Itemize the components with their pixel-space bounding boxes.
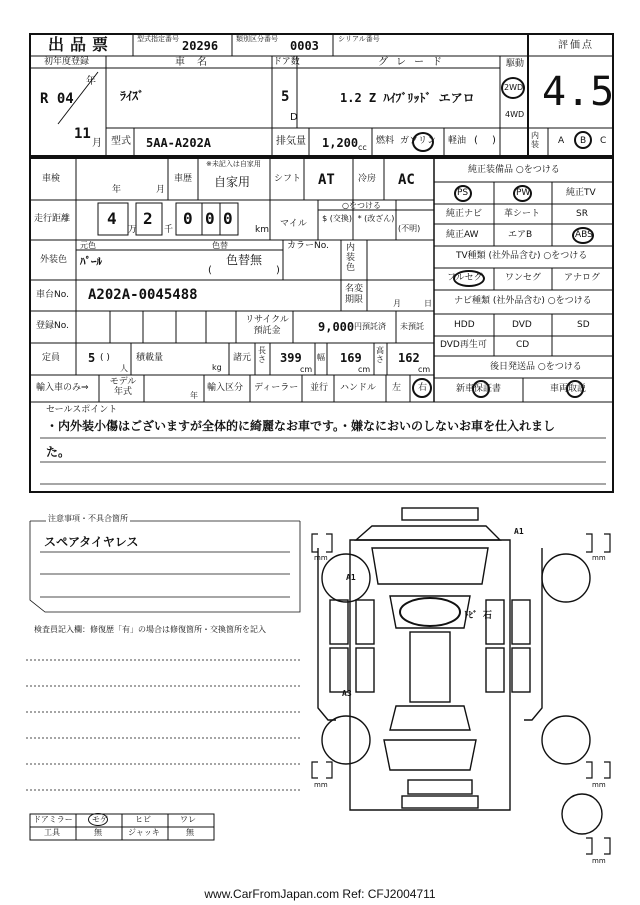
handle-right-mark bbox=[412, 378, 432, 398]
history-note: ※未記入は自家用 bbox=[206, 160, 261, 168]
docs-warranty[interactable]: 新車保証書 bbox=[456, 384, 502, 394]
tv-analog[interactable]: アナログ bbox=[564, 273, 601, 283]
inspection-month-unit: 月 bbox=[156, 185, 166, 195]
table-mirror-mogue: モゲ bbox=[92, 815, 108, 824]
displacement-label: 排気量 bbox=[276, 136, 306, 147]
table-tools-value: 無 bbox=[94, 828, 102, 837]
interior-b[interactable]: B bbox=[580, 136, 587, 146]
mileage-digit-4: 0 bbox=[205, 209, 215, 228]
table-mirror-mark bbox=[88, 813, 108, 826]
equip-pw-mark bbox=[513, 185, 532, 202]
circle-note: ○をつける bbox=[342, 201, 381, 210]
inspection-label: 車検 bbox=[42, 174, 61, 184]
tv-fullseg-mark bbox=[453, 270, 485, 287]
model-value: 5AA-A202A bbox=[146, 136, 212, 150]
mm-unit-spare: mm bbox=[592, 857, 606, 865]
repaint-label: 色替 bbox=[212, 241, 228, 250]
recycle-suffix: 円預託済 bbox=[354, 322, 386, 331]
door-type: D bbox=[290, 112, 298, 123]
mm-unit-rr: mm bbox=[592, 781, 606, 789]
model-label: 型式 bbox=[111, 136, 131, 147]
interior-a[interactable]: A bbox=[558, 136, 565, 146]
orig-color-value: ﾊﾟｰﾙ bbox=[80, 255, 102, 268]
doors-value: 5 bbox=[281, 89, 290, 105]
month-unit: 月 bbox=[92, 138, 102, 149]
recycle-label: リサイクル預託金 bbox=[245, 315, 289, 337]
repaint-close-paren: ) bbox=[276, 265, 280, 276]
nav-sd[interactable]: SD bbox=[577, 320, 590, 330]
damage-mark-glass: ﾄﾋﾞ 石 bbox=[464, 611, 492, 621]
first-reg-month: 11 bbox=[74, 126, 91, 142]
equip-navi[interactable]: 純正ナビ bbox=[446, 209, 483, 219]
grade-value: 1.2 Z ﾊｲﾌﾞﾘｯﾄﾞ エアロ bbox=[340, 91, 475, 105]
category-number: 0003 bbox=[290, 39, 319, 53]
nav-dvd-play[interactable]: DVD再生可 bbox=[440, 340, 487, 350]
period-month-unit: 月 bbox=[393, 299, 401, 308]
equip-tv[interactable]: 純正TV bbox=[566, 188, 596, 198]
ext-color-label: 外装色 bbox=[40, 255, 68, 265]
table-mirror-break: ワレ bbox=[180, 815, 196, 824]
nav-dvd[interactable]: DVD bbox=[512, 320, 532, 330]
person-unit: 人 bbox=[120, 364, 128, 373]
interior-b-mark bbox=[574, 131, 592, 149]
docs-manual-mark bbox=[566, 380, 584, 398]
equip-abs[interactable]: ABS bbox=[575, 230, 593, 240]
length-cm: cm bbox=[300, 365, 313, 374]
inspector-label: 検査員記入欄：修復歴「有」の場合は修復箇所・交換箇所を記入 bbox=[34, 625, 266, 634]
reg-no-label: 登録No. bbox=[36, 321, 69, 331]
width-label: 幅 bbox=[317, 353, 325, 362]
nav-hdd[interactable]: HDD bbox=[454, 320, 475, 330]
orig-color-label: 元色 bbox=[80, 241, 96, 250]
import-year-unit: 年 bbox=[190, 391, 198, 400]
docs-manual[interactable]: 車両取説 bbox=[550, 384, 587, 394]
history-label: 車歴 bbox=[174, 174, 193, 184]
shift-label: シフト bbox=[274, 174, 302, 184]
dims-label: 諸元 bbox=[233, 353, 252, 363]
category-label: 類別区分番号 bbox=[236, 35, 278, 43]
man-unit: 万 bbox=[128, 225, 138, 235]
handle-label: ハンドル bbox=[340, 383, 377, 393]
damage-mark-a1-top: A1 bbox=[514, 527, 524, 536]
length-value: 399 bbox=[280, 351, 302, 365]
docs-title: 後日発送品 ○をつける bbox=[490, 362, 582, 372]
grade-label: グレード bbox=[378, 57, 450, 68]
exchange-option[interactable]: $ (交換) bbox=[322, 214, 352, 223]
fuel-label: 燃料 bbox=[376, 136, 395, 146]
equip-ps-mark bbox=[454, 185, 472, 202]
shift-value: AT bbox=[318, 172, 335, 188]
table-mirror-label: ドアミラー bbox=[33, 815, 73, 824]
notes-line-1: スペアタイヤレス bbox=[44, 535, 139, 549]
equipment-title: 純正装備品 ○をつける bbox=[468, 165, 560, 175]
interior-label: 内装 bbox=[531, 131, 539, 149]
equip-leather[interactable]: 革シート bbox=[504, 209, 541, 219]
diesel-label: 軽油 bbox=[448, 136, 467, 146]
mileage-digit-5: 0 bbox=[223, 209, 233, 228]
footer-ref: www.CarFromJapan.com Ref: CFJ2004711 bbox=[204, 887, 436, 901]
sen-unit: 千 bbox=[164, 225, 174, 235]
diesel-open-paren: ( bbox=[474, 135, 478, 146]
km-unit: km bbox=[255, 225, 269, 235]
drive-label: 駆動 bbox=[506, 59, 525, 69]
inspection-year-unit: 年 bbox=[112, 185, 122, 195]
sheet-title: 出品票 bbox=[48, 35, 115, 54]
import-label: 輸入車のみ⇒ bbox=[36, 383, 89, 393]
sales-line-1: ・内外装小傷はございますが全体的に綺麗なお車です。・嫌なにおいのしないお車を仕入れまし bbox=[46, 419, 556, 433]
int-color-label: 内装色 bbox=[346, 243, 356, 273]
car-name-label: 車名 bbox=[175, 57, 219, 68]
mileage-digit-2: 2 bbox=[143, 209, 153, 228]
dealer-option[interactable]: ディーラー bbox=[254, 383, 299, 393]
capacity-paren: ( ) bbox=[100, 353, 110, 363]
rating-label: 評価点 bbox=[558, 40, 594, 51]
handle-right[interactable]: 右 bbox=[418, 383, 428, 393]
equip-abs-mark bbox=[572, 227, 594, 244]
damage-mark-a1-left: A1 bbox=[346, 573, 356, 582]
car-name: ﾗｲｽﾞ bbox=[120, 89, 145, 103]
width-cm: cm bbox=[358, 365, 371, 374]
title-period-label: 名変期限 bbox=[345, 284, 364, 305]
table-jack-label: ジャッキ bbox=[128, 828, 160, 837]
year-unit: 年 bbox=[86, 76, 96, 87]
model-spec-label: 型式指定番号 bbox=[137, 35, 179, 43]
recycle-value: 9,000 bbox=[318, 320, 355, 334]
model-year-label: モデル年式 bbox=[109, 377, 137, 397]
period-day-unit: 日 bbox=[424, 299, 432, 308]
equip-airbag[interactable]: エアB bbox=[508, 230, 533, 240]
repaint-value: 色替無 bbox=[226, 253, 263, 267]
height-label: 高さ bbox=[376, 346, 384, 364]
color-no-label: カラーNo. bbox=[287, 241, 329, 251]
mm-unit-fr: mm bbox=[592, 554, 606, 562]
ac-label: 冷房 bbox=[358, 174, 377, 184]
chassis-value: A202A-0045488 bbox=[88, 287, 198, 303]
equip-aw[interactable]: 純正AW bbox=[446, 230, 479, 240]
drive-4wd[interactable]: 4WD bbox=[505, 110, 525, 119]
capacity-label: 定員 bbox=[42, 353, 61, 363]
doors-label: ドア数 bbox=[273, 57, 300, 67]
mile-label[interactable]: マイル bbox=[280, 219, 307, 229]
mileage-digit-1: 4 bbox=[107, 209, 117, 228]
mileage-label: 走行距離 bbox=[34, 214, 71, 224]
equip-sr[interactable]: SR bbox=[576, 209, 588, 219]
fuel-gasoline[interactable]: ガソリン bbox=[400, 136, 437, 146]
kg-unit: kg bbox=[212, 363, 222, 372]
model-spec-number: 20296 bbox=[182, 39, 219, 53]
recycle-unpaid[interactable]: 未預託 bbox=[400, 322, 424, 331]
displacement-value: 1,200 bbox=[322, 136, 359, 150]
rating-value: 4.5 bbox=[542, 69, 615, 115]
table-jack-value: 無 bbox=[186, 828, 194, 837]
docs-warranty-mark bbox=[472, 380, 490, 398]
drive-2wd[interactable]: 2WD bbox=[504, 83, 524, 92]
repaint-open-paren: ( bbox=[208, 265, 212, 276]
interior-c[interactable]: C bbox=[600, 136, 607, 146]
import-type-label: 輸入区分 bbox=[207, 383, 244, 393]
history-value: 自家用 bbox=[214, 175, 251, 189]
unknown-option[interactable]: (不明) bbox=[398, 224, 421, 233]
load-label: 積載量 bbox=[136, 353, 164, 363]
chassis-label: 車台No. bbox=[36, 290, 69, 300]
parallel-option[interactable]: 並行 bbox=[310, 383, 329, 393]
height-cm: cm bbox=[418, 365, 431, 374]
serial-label: シリアル番号 bbox=[338, 35, 380, 43]
ac-value: AC bbox=[398, 172, 415, 188]
equip-pw[interactable]: PW bbox=[516, 188, 531, 198]
tv-title: TV種類 (社外品含む) ○をつける bbox=[456, 251, 588, 261]
first-reg-year: R 04 bbox=[40, 91, 74, 107]
notes-label: 注意事項・不具合箇所 bbox=[48, 514, 128, 523]
tv-oneseg[interactable]: ワンセグ bbox=[505, 273, 542, 283]
altered-option[interactable]: * (改ざん) bbox=[357, 214, 395, 223]
length-label: 長さ bbox=[258, 346, 266, 364]
equip-ps[interactable]: PS bbox=[457, 188, 469, 198]
table-tools-label: 工具 bbox=[44, 828, 60, 837]
handle-left[interactable]: 左 bbox=[392, 383, 402, 393]
sales-label: セールスポイント bbox=[46, 405, 118, 415]
width-value: 169 bbox=[340, 351, 362, 365]
mm-unit-rl: mm bbox=[314, 781, 328, 789]
mm-unit-fl: mm bbox=[314, 554, 328, 562]
damage-mark-a3: A3 bbox=[342, 689, 352, 698]
nav-cd[interactable]: CD bbox=[516, 340, 530, 350]
tv-fullseg[interactable]: フルセグ bbox=[447, 273, 483, 283]
mileage-digit-3: 0 bbox=[183, 209, 193, 228]
cc-unit: cc bbox=[358, 143, 367, 152]
diesel-close-paren: ) bbox=[492, 135, 496, 146]
table-mirror-crack: ヒビ bbox=[135, 815, 151, 824]
fuel-mark bbox=[412, 132, 434, 152]
drive-2wd-mark bbox=[501, 77, 525, 99]
sales-line-2: た。 bbox=[46, 445, 71, 459]
capacity-value: 5 bbox=[88, 351, 96, 365]
height-value: 162 bbox=[398, 351, 420, 365]
nav-title: ナビ種類 (社外品含む) ○をつける bbox=[454, 296, 592, 306]
first-reg-label: 初年度登録 bbox=[44, 57, 90, 67]
